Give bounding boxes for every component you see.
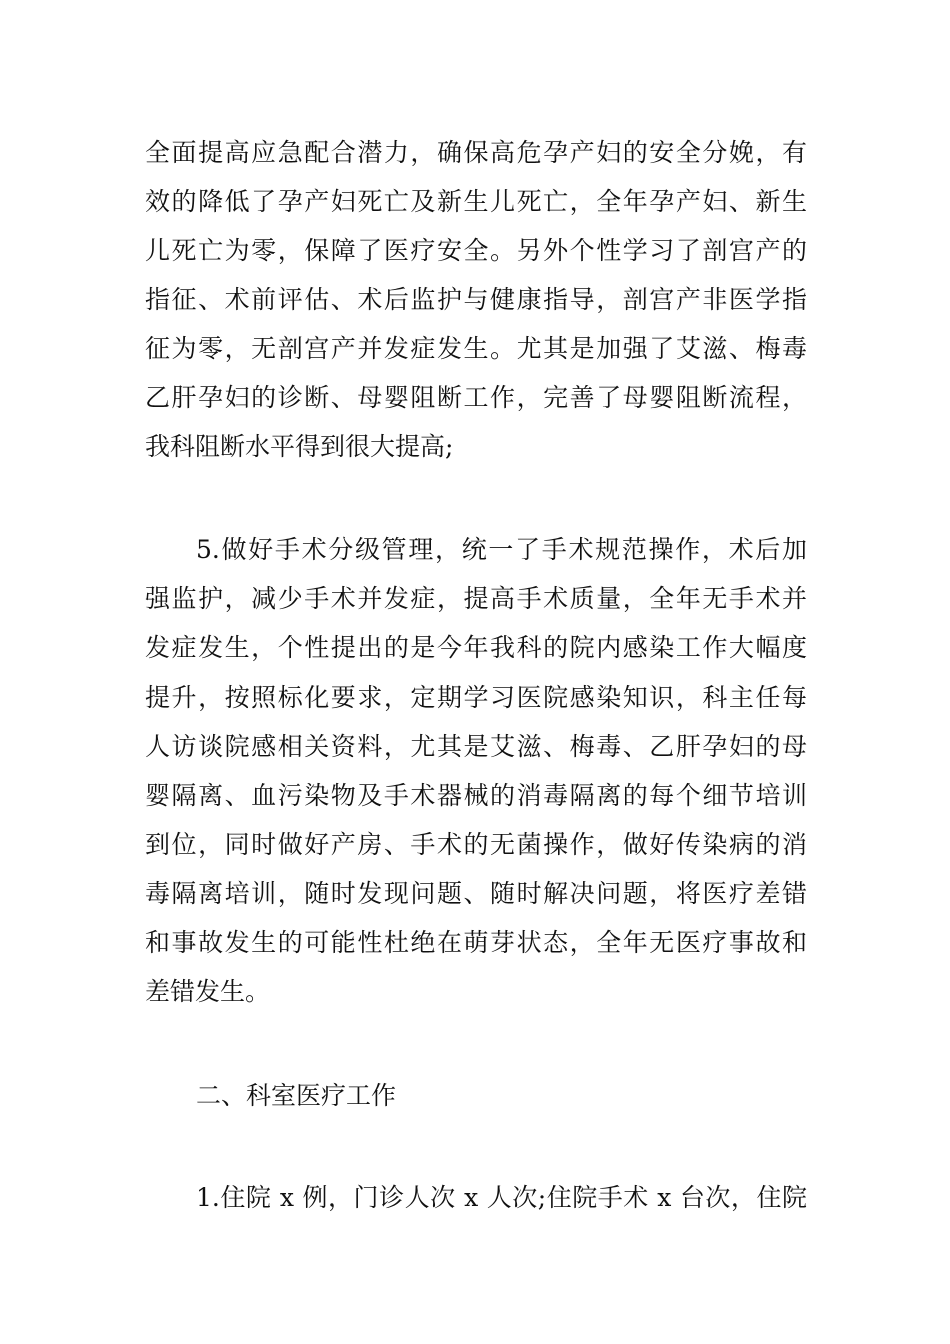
paragraph-2-line-2: 强监护，减少手术并发症，提高手术质量，全年无手术并 (145, 584, 807, 613)
paragraph-2-line-6: 婴隔离、血污染物及手术器械的消毒隔离的每个细节培训 (145, 781, 807, 810)
paragraph-2-line-5: 人访谈院感相关资料，尤其是艾滋、梅毒、乙肝孕妇的母 (145, 732, 807, 761)
paragraph-2-line-9: 和事故发生的可能性杜绝在萌芽状态，全年无医疗事故和 (145, 928, 807, 957)
paragraph-1-line-4: 指征、术前评估、术后监护与健康指导，剖宫产非医学指 (145, 285, 807, 314)
paragraph-2-line-7: 到位，同时做好产房、手术的无菌操作，做好传染病的消 (145, 830, 807, 859)
paragraph-2-line-10: 差错发生。 (145, 977, 271, 1006)
paragraph-1-line-6: 乙肝孕妇的诊断、母婴阻断工作，完善了母婴阻断流程， (145, 383, 807, 412)
paragraph-2-line-1: 5.做好手术分级管理，统一了手术规范操作，术后加 (196, 535, 807, 564)
paragraph-2-line-3: 发症发生，个性提出的是今年我科的院内感染工作大幅度 (145, 633, 807, 662)
paragraph-3-line-1: 1.住院 x 例，门诊人次 x 人次;住院手术 x 台次，住院 (196, 1183, 807, 1212)
paragraph-2-line-4: 提升，按照标化要求，定期学习医院感染知识，科主任每 (145, 683, 807, 712)
paragraph-1-line-1: 全面提高应急配合潜力，确保高危孕产妇的安全分娩，有 (145, 138, 807, 167)
paragraph-1-line-7: 我科阻断水平得到很大提高; (145, 432, 454, 461)
paragraph-2-line-8: 毒隔离培训，随时发现问题、随时解决问题，将医疗差错 (145, 879, 807, 908)
paragraph-1-line-3: 儿死亡为零，保障了医疗安全。另外个性学习了剖宫产的 (145, 236, 807, 265)
paragraph-1-line-2: 效的降低了孕产妇死亡及新生儿死亡，全年孕产妇、新生 (145, 187, 807, 216)
paragraph-1-line-5: 征为零，无剖宫产并发症发生。尤其是加强了艾滋、梅毒 (145, 334, 807, 363)
section-heading: 二、科室医疗工作 (196, 1081, 397, 1110)
